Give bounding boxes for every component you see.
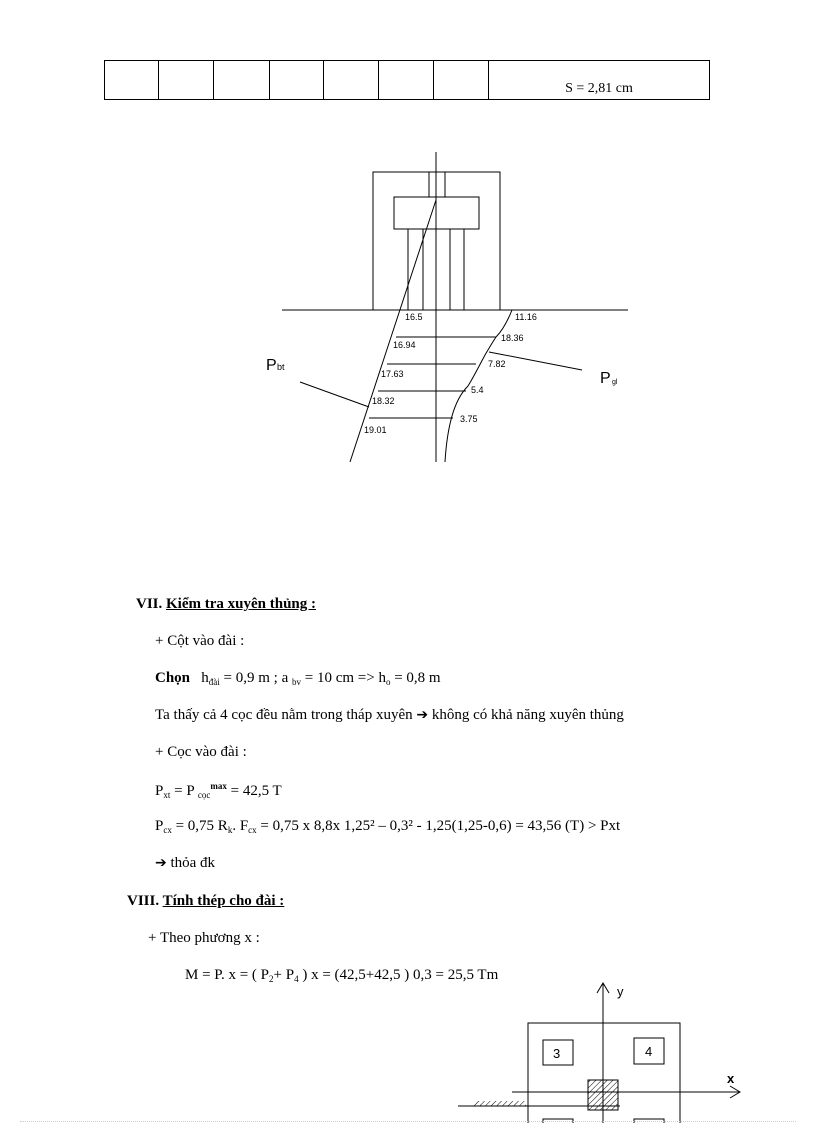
section-title: Tính thép cho đài : bbox=[162, 893, 285, 909]
text: = 0,75 x 8,8x 1,25² – 0,3² - 1,25(1,25-0,6) = 43,56 (T) > Pxt bbox=[256, 818, 621, 834]
stress-label: 17.63 bbox=[381, 369, 404, 379]
chon-line bbox=[155, 670, 441, 687]
thoa-line bbox=[155, 855, 215, 872]
pile-number: 4 bbox=[645, 1044, 653, 1059]
p-gl-label: P bbox=[600, 370, 611, 387]
pxt-line bbox=[155, 781, 282, 800]
text: thỏa đk bbox=[170, 855, 216, 871]
pile-number: 3 bbox=[553, 1046, 561, 1061]
settlement-cell: S = 2,81 cm bbox=[489, 61, 710, 100]
subscript: k bbox=[227, 825, 233, 835]
text: = 42,5 T bbox=[226, 783, 282, 799]
p-gl-subscript: gl bbox=[612, 379, 618, 386]
stress-label: 7.82 bbox=[488, 359, 506, 369]
p-bt-label: P bbox=[266, 357, 277, 374]
pile-cap-plan-diagram bbox=[0, 980, 816, 1123]
subscript: đài bbox=[208, 677, 220, 687]
superscript: max bbox=[210, 781, 227, 791]
text: = 0,8 m bbox=[390, 670, 441, 686]
chon-label: Chọn bbox=[155, 670, 191, 686]
x-axis-label: x bbox=[727, 1071, 735, 1086]
self-weight-stress-line bbox=[350, 200, 436, 462]
section-title: Kiểm tra xuyên thủng : bbox=[166, 596, 317, 612]
text: P bbox=[155, 818, 164, 834]
column-section bbox=[588, 1080, 618, 1110]
text: = P bbox=[170, 783, 198, 799]
stress-label: 18.36 bbox=[501, 333, 524, 343]
ta-thay-line bbox=[155, 707, 624, 724]
p-bt-leader bbox=[300, 382, 369, 407]
right-arrow-icon: ➔ bbox=[155, 855, 167, 871]
section-8-heading bbox=[127, 893, 284, 910]
stress-label: 16.5 bbox=[405, 312, 423, 322]
pcx-line bbox=[155, 818, 620, 835]
text: không có khả năng xuyên thủng bbox=[431, 707, 624, 723]
subscript: xt bbox=[163, 790, 171, 800]
stress-label: 11.16 bbox=[515, 312, 537, 322]
stress-label: 18.32 bbox=[372, 396, 395, 406]
text: = 0,75 R bbox=[171, 818, 228, 834]
section-number: VII. bbox=[136, 596, 163, 612]
foundation-pressure-diagram bbox=[0, 0, 816, 470]
text: Ta thấy cả 4 cọc đều nằm trong tháp xuyên bbox=[155, 707, 413, 723]
text: ) x = (42,5+42,5 ) 0,3 = 25,5 Tm bbox=[298, 967, 499, 983]
stress-label: 16.94 bbox=[393, 340, 416, 350]
subscript: o bbox=[385, 677, 391, 687]
text: + P bbox=[273, 967, 295, 983]
text: P bbox=[155, 783, 164, 799]
stress-label: 5.4 bbox=[471, 385, 484, 395]
stress-label: 19.01 bbox=[364, 425, 387, 435]
subscript: cx bbox=[248, 825, 257, 835]
stress-label: 3.75 bbox=[460, 414, 478, 424]
subscript: cọc bbox=[197, 790, 211, 800]
y-axis-label: y bbox=[617, 984, 624, 999]
pile-into-cap-item: + Cọc vào đài : bbox=[155, 744, 247, 760]
subscript: bv bbox=[291, 677, 301, 687]
text: h bbox=[201, 670, 209, 686]
right-arrow-icon: ➔ bbox=[416, 707, 429, 723]
page-bottom-divider bbox=[20, 1121, 796, 1122]
hatched-strip bbox=[474, 1101, 526, 1106]
section-number: VIII. bbox=[127, 893, 160, 909]
subscript: 2 bbox=[269, 974, 274, 984]
text: . F bbox=[232, 818, 249, 834]
subscript: cx bbox=[163, 825, 172, 835]
text: = 0,9 m ; a bbox=[219, 670, 292, 686]
subscript: 4 bbox=[294, 974, 299, 984]
column-into-cap-item: + Cột vào đài : bbox=[155, 633, 245, 649]
text: = 10 cm => h bbox=[300, 670, 386, 686]
text: M = P. x = ( P bbox=[185, 967, 270, 983]
section-7-heading bbox=[136, 596, 316, 613]
p-bt-subscript: bt bbox=[277, 362, 285, 372]
x-direction-item: + Theo phương x : bbox=[148, 930, 260, 946]
